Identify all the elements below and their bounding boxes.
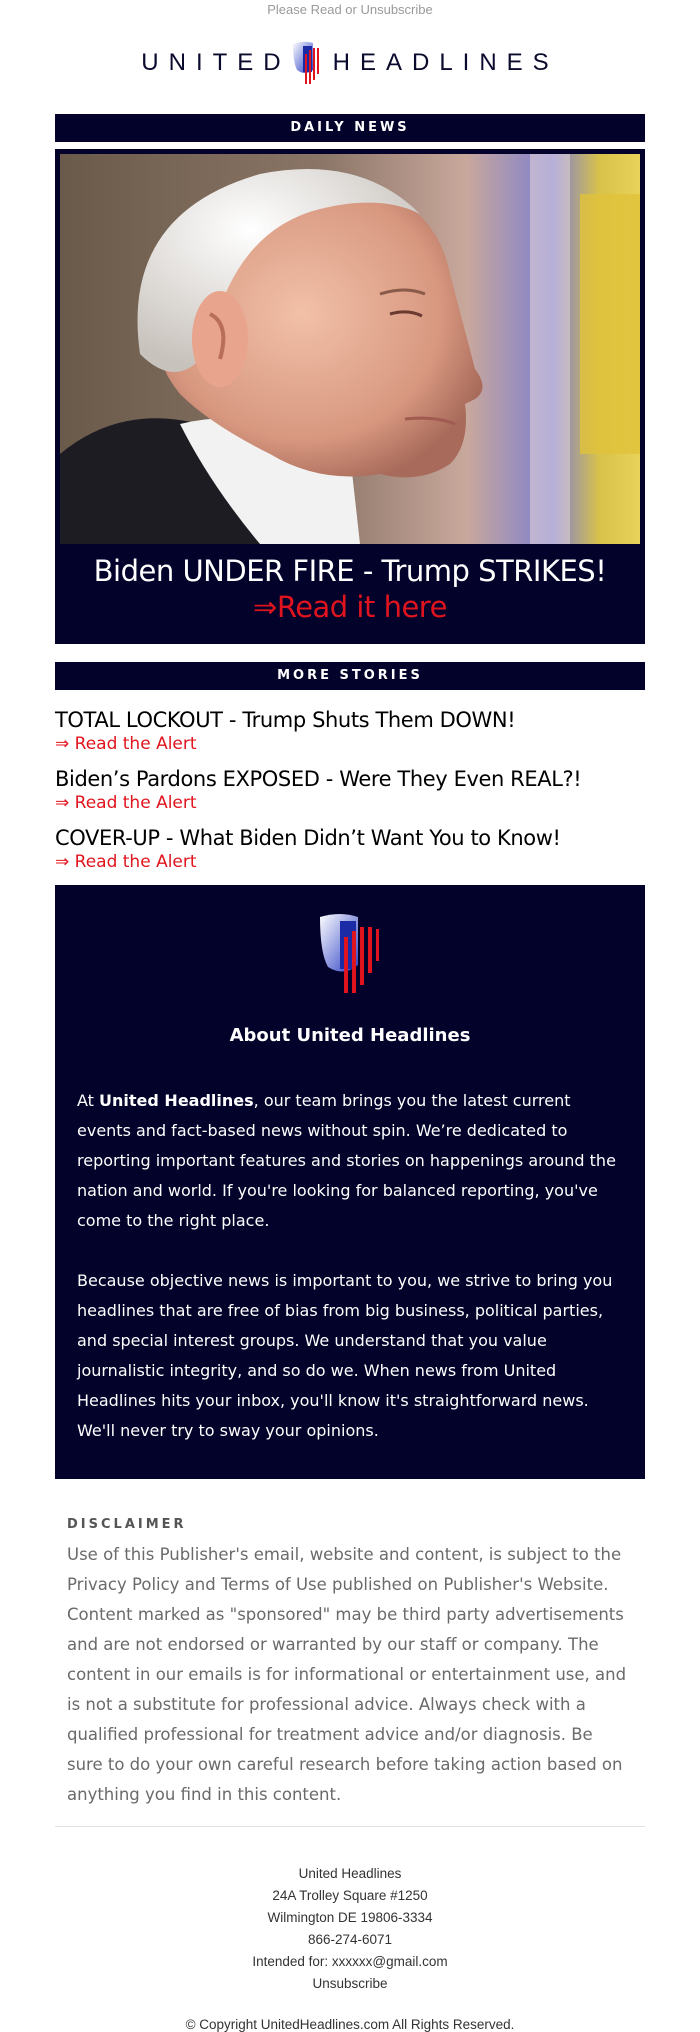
footer-intended-for: Intended for: xxxxxx@gmail.com [252, 1954, 448, 1969]
read-alert-link[interactable]: ⇒ Read the Alert [55, 734, 197, 754]
unsubscribe-link[interactable]: Unsubscribe [312, 1976, 388, 1991]
hero-photo[interactable] [60, 154, 640, 544]
disclaimer-text: Use of this Publisher's email, website and content, is subject to the Privacy Policy and Terms of Use published on Publisher's Website. Content marked as "sponsored" may be third party advertisements and are not endorsed or warranted by our staff or company. The content in our emails is for informational or entertainment use, and is not a substitute for professional advice. Always check with a qualified professional for treatment advice and/or diagnosis. Be sure to do your own careful research before taking action based on anything you find in this content. [67, 1545, 627, 1804]
logo-text-united: UNITED [141, 49, 291, 76]
shield-flag-icon [291, 40, 325, 86]
about-paragraph-2: Because objective news is important to you, we strive to bring you headlines that are free of bias from big business, political parties, and special interest groups. We understand that you value journalistic integrity, and so do we. When news from United Headlines hits your inbox, you'll know it's straightforward news. We'll never try to sway your opinions. [77, 1271, 613, 1440]
more-stories-band: MORE STORIES [55, 662, 645, 690]
footer-address [0, 1863, 700, 1995]
footer-address-line-1: 24A Trolley Square #1250 [272, 1888, 428, 1903]
hero-headline[interactable]: Biden UNDER FIRE - Trump STRIKES! [93, 554, 607, 588]
hero-card[interactable] [55, 149, 645, 644]
disclaimer-heading: DISCLAIMER [67, 1517, 187, 1532]
about-section [55, 885, 645, 1479]
footer-phone: 866-274-6071 [307, 1932, 393, 1947]
list-item[interactable] [55, 826, 645, 872]
brand-logo[interactable] [0, 38, 700, 88]
brand-name: United Headlines [99, 1091, 254, 1110]
hero-read-link[interactable]: ⇒Read it here [253, 590, 447, 624]
disclaimer-section [67, 1517, 633, 1810]
shield-logo-icon [318, 913, 382, 995]
story-list [55, 708, 645, 872]
story-title[interactable]: TOTAL LOCKOUT - Trump Shuts Them DOWN! [55, 708, 516, 732]
footer-company: United Headlines [298, 1866, 402, 1881]
copyright-text: © Copyright UnitedHeadlines.com All Rights Reserved. [185, 2017, 515, 2032]
logo-text-headlines: HEADLINES [332, 49, 559, 76]
daily-news-band: DAILY NEWS [55, 114, 645, 142]
about-paragraph-1: At United Headlines, our team brings you the latest current events and fact-based news without spin. We’re dedicated to reporting important features and stories on happenings around the nation and world. If you're looking for balanced reporting, you've come to the right place. [77, 1091, 616, 1230]
list-item[interactable] [55, 708, 645, 754]
read-alert-link[interactable]: ⇒ Read the Alert [55, 793, 197, 813]
read-alert-link[interactable]: ⇒ Read the Alert [55, 852, 197, 872]
story-title[interactable]: Biden’s Pardons EXPOSED - Were They Even REAL?! [55, 767, 582, 791]
read-or-unsubscribe-link[interactable]: Please Read or Unsubscribe [267, 2, 433, 17]
about-title: About United Headlines [229, 1025, 471, 1046]
divider [55, 1826, 645, 1827]
list-item[interactable] [55, 767, 645, 813]
story-title[interactable]: COVER-UP - What Biden Didn’t Want You to Know! [55, 826, 561, 850]
footer-address-line-2: Wilmington DE 19806-3334 [267, 1910, 433, 1925]
